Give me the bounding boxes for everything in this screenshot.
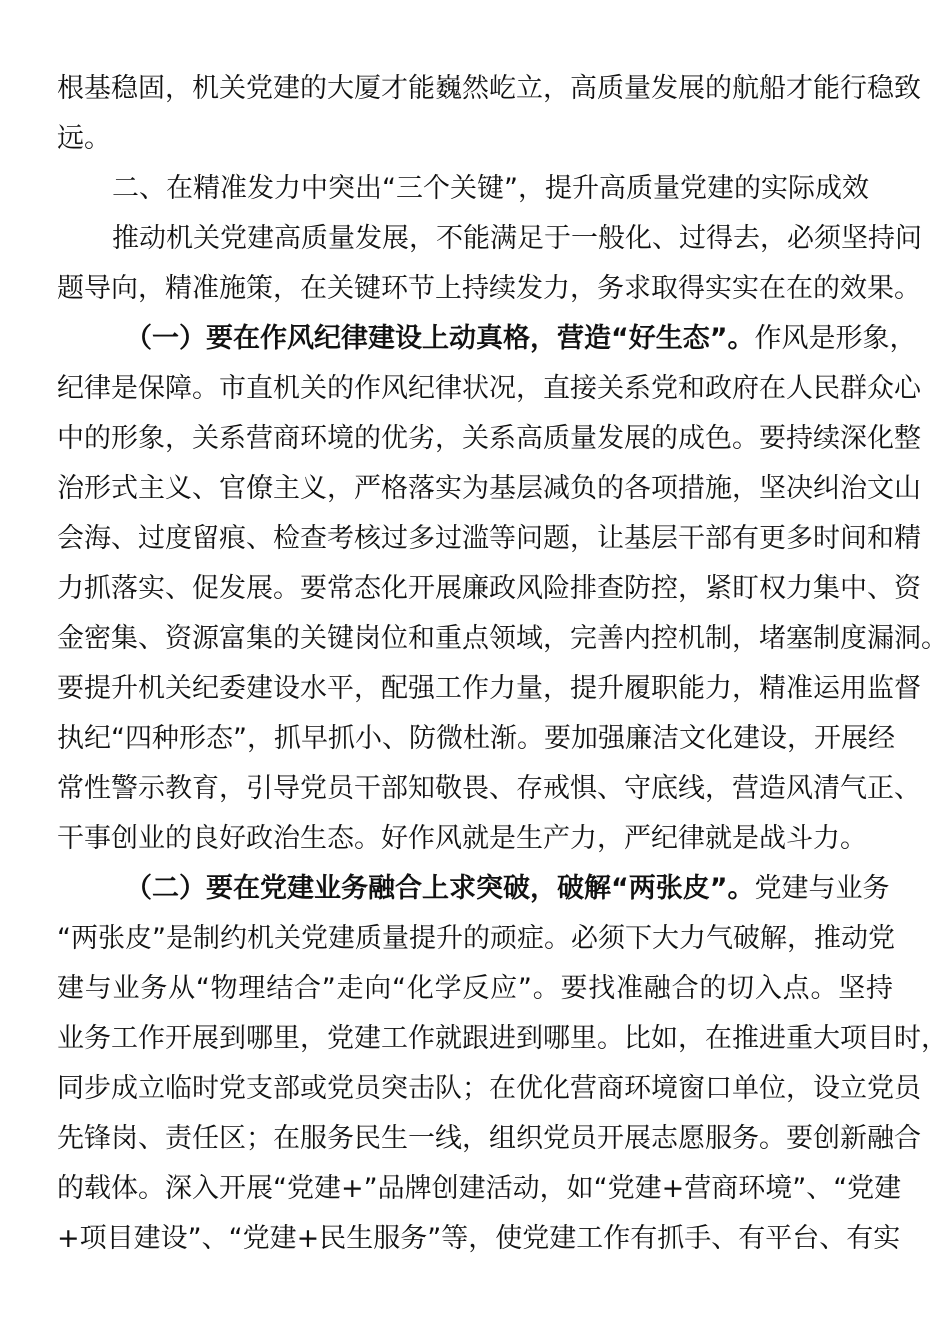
subheading-line: [125, 864, 893, 914]
paragraph-text: 作风是形象，: [754, 323, 917, 354]
paragraph-line: 远。: [57, 123, 111, 154]
paragraph-line: 会海、过度留痕、检查考核过多过滥等问题，让基层干部有更多时间和精: [57, 523, 921, 554]
paragraph-line: 推动机关党建高质量发展，不能满足于一般化、过得去，必须坚持问: [112, 223, 922, 254]
paragraph-line: 业务工作开展到哪里，党建工作就跟进到哪里。比如，在推进重大项目时，: [57, 1023, 948, 1054]
paragraph-line: 中的形象，关系营商环境的优劣，关系高质量发展的成色。要持续深化整: [57, 423, 921, 454]
paragraph-line: 金密集、资源富集的关键岗位和重点领域，完善内控机制，堵塞制度漏洞。: [57, 623, 948, 654]
paragraph-line: 先锋岗、责任区；在服务民生一线，组织党员开展志愿服务。要创新融合: [57, 1123, 921, 1154]
paragraph-line: 建与业务从“物理结合”走向“化学反应”。要找准融合的切入点。坚持: [57, 973, 893, 1004]
paragraph-line: 常性警示教育，引导党员干部知敬畏、存戒惧、守底线，营造风清气正、: [57, 773, 921, 804]
paragraph-line: 同步成立临时党支部或党员突击队；在优化营商环境窗口单位，设立党员: [57, 1073, 921, 1104]
paragraph-line: 要提升机关纪委建设水平，配强工作力量，提升履职能力，精准运用监督: [57, 673, 921, 704]
paragraph-line: +项目建设”、“党建+民生服务”等，使党建工作有抓手、有平台、有实: [57, 1223, 901, 1254]
subheading-2: （二）要在党建业务融合上求突破，破解“两张皮”。: [125, 873, 755, 904]
paragraph-line: 的载体。深入开展“党建+”品牌创建活动，如“党建+营商环境”、“党建: [57, 1173, 902, 1204]
paragraph-line: 题导向，精准施策，在关键环节上持续发力，务求取得实实在在的效果。: [57, 273, 921, 304]
section-heading: 二、在精准发力中突出“三个关键”，提升高质量党建的实际成效: [112, 173, 869, 204]
subheading-line: [125, 314, 917, 364]
paragraph-line: 干事创业的良好政治生态。好作风就是生产力，严纪律就是战斗力。: [57, 823, 867, 854]
paragraph-line: 根基稳固，机关党建的大厦才能巍然屹立，高质量发展的航船才能行稳致: [57, 73, 921, 104]
paragraph-line: “两张皮”是制约机关党建质量提升的顽症。必须下大力气破解，推动党: [57, 923, 895, 954]
paragraph-line: 治形式主义、官僚主义，严格落实为基层减负的各项措施，坚决纠治文山: [57, 473, 921, 504]
paragraph-line: 力抓落实、促发展。要常态化开展廉政风险排查防控，紧盯权力集中、资: [57, 573, 921, 604]
paragraph-line: 纪律是保障。市直机关的作风纪律状况，直接关系党和政府在人民群众心: [57, 373, 921, 404]
paragraph-text: 党建与业务: [754, 873, 890, 904]
paragraph-line: 执纪“四种形态”，抓早抓小、防微杜渐。要加强廉洁文化建设，开展经: [57, 723, 895, 754]
subheading-1: （一）要在作风纪律建设上动真格，营造“好生态”。: [125, 323, 755, 354]
